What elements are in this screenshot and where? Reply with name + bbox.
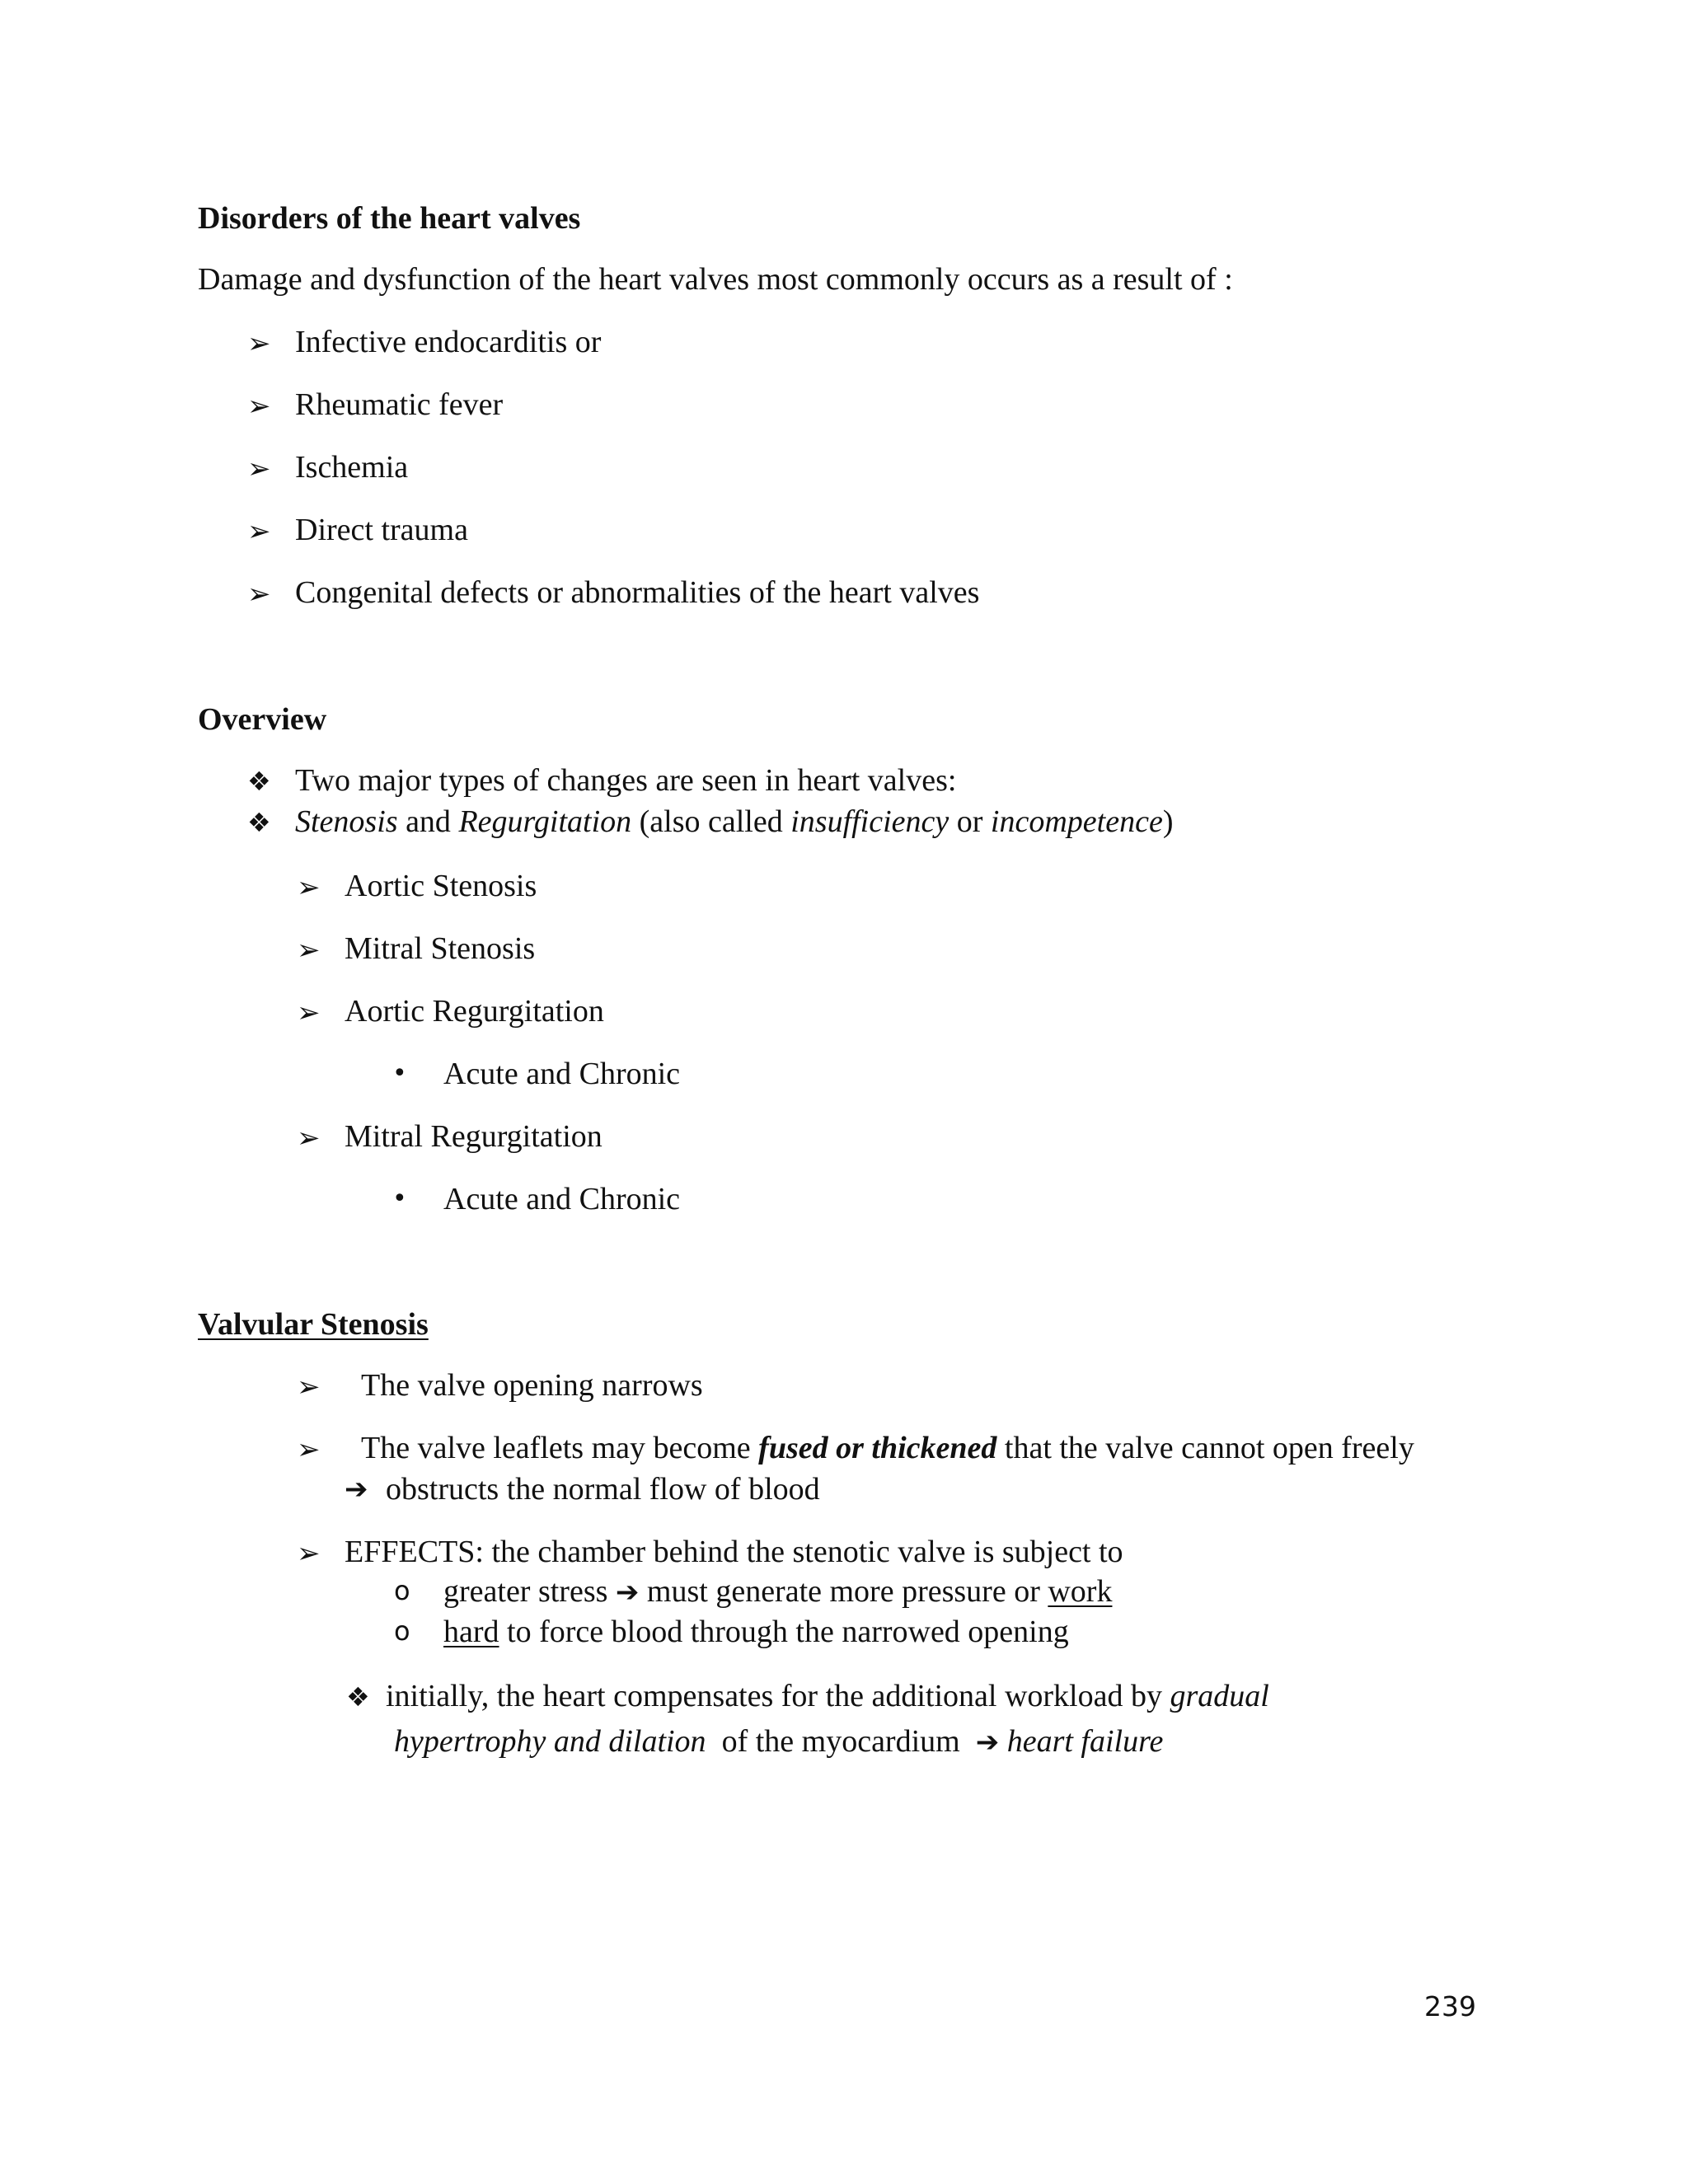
arrowhead-bullet-icon: ➢ <box>297 1537 321 1570</box>
type-mitral-regurgitation: Mitral Regurgitation <box>345 1119 603 1154</box>
right-arrow-icon: ➔ <box>975 1726 1000 1759</box>
type-mitral-stenosis: Mitral Stenosis <box>345 931 536 966</box>
arrowhead-bullet-icon: ➢ <box>297 996 321 1029</box>
overview-point-1: Two major types of changes are seen in heart valves: <box>295 763 957 798</box>
section-title-heart-valves: Disorders of the heart valves <box>198 201 581 236</box>
arrowhead-bullet-icon: ➢ <box>297 1371 321 1404</box>
overview-point-2: Stenosis and Regurgitation (also called insufficiency or incompetence) <box>295 804 1174 839</box>
incompetence-term: incompetence <box>990 804 1163 839</box>
heart-failure-emphasis: heart failure <box>1006 1724 1164 1759</box>
arrowhead-bullet-icon: ➢ <box>247 327 271 360</box>
ring-bullet-icon: o <box>394 1615 410 1647</box>
right-arrow-icon: ➔ <box>345 1473 368 1506</box>
valvular-stenosis-title: Valvular Stenosis <box>198 1307 429 1342</box>
arrowhead-bullet-icon: ➢ <box>297 934 321 967</box>
overview-title: Overview <box>198 702 327 737</box>
mitral-regurgitation-subtype: Acute and Chronic <box>443 1182 681 1216</box>
insufficiency-term: insufficiency <box>790 804 950 839</box>
arrowhead-bullet-icon: ➢ <box>297 1433 321 1466</box>
cause-item: Direct trauma <box>295 513 468 547</box>
compensation-note-line-1: initially, the heart compensates for the additional workload by gradual <box>386 1679 1269 1713</box>
stenosis-effects: EFFECTS: the chamber behind the stenotic valve is subject to <box>345 1535 1123 1569</box>
arrowhead-bullet-icon: ➢ <box>297 871 321 904</box>
page-number: 239 <box>1424 1990 1476 2022</box>
stenosis-item-1: The valve opening narrows <box>361 1368 703 1403</box>
stenosis-item-2: The valve leaflets may become fused or thickened that the valve cannot open freely <box>361 1431 1414 1465</box>
type-aortic-regurgitation: Aortic Regurgitation <box>345 994 604 1029</box>
diamond-bullet-icon: ❖ <box>247 807 271 838</box>
arrowhead-bullet-icon: ➢ <box>297 1122 321 1155</box>
cause-item: Ischemia <box>295 450 409 485</box>
arrowhead-bullet-icon: ➢ <box>247 390 271 423</box>
effects-sub-2: hard to force blood through the narrowed opening <box>443 1615 1069 1649</box>
right-arrow-icon: ➔ <box>615 1576 640 1609</box>
section-intro: Damage and dysfunction of the heart valves most commonly occurs as a result of : <box>198 262 1233 297</box>
arrowhead-bullet-icon: ➢ <box>247 515 271 548</box>
diamond-bullet-icon: ❖ <box>247 766 271 797</box>
aortic-regurgitation-subtype: Acute and Chronic <box>443 1057 681 1091</box>
stenosis-item-2-result: obstructs the normal flow of blood <box>386 1472 820 1507</box>
arrowhead-bullet-icon: ➢ <box>247 578 271 611</box>
compensation-note-line-2: hypertrophy and dilation of the myocardium ➔ heart failure <box>394 1724 1164 1759</box>
type-aortic-stenosis: Aortic Stenosis <box>345 869 537 903</box>
cause-item: Infective endocarditis or <box>295 325 602 359</box>
diamond-bullet-icon: ❖ <box>346 1681 370 1713</box>
arrowhead-bullet-icon: ➢ <box>247 452 271 485</box>
round-bullet-icon: • <box>392 1184 407 1213</box>
cause-item: Congenital defects or abnormalities of the heart valves <box>295 575 980 610</box>
effects-sub-1: greater stress ➔ must generate more pressure or work <box>443 1574 1113 1609</box>
cause-item: Rheumatic fever <box>295 387 504 422</box>
stenosis-term: Stenosis <box>295 804 398 839</box>
ring-bullet-icon: o <box>394 1575 410 1606</box>
fused-thickened-emphasis: fused or thickened <box>758 1431 997 1465</box>
round-bullet-icon: • <box>392 1059 407 1088</box>
regurgitation-term: Regurgitation <box>458 804 632 839</box>
